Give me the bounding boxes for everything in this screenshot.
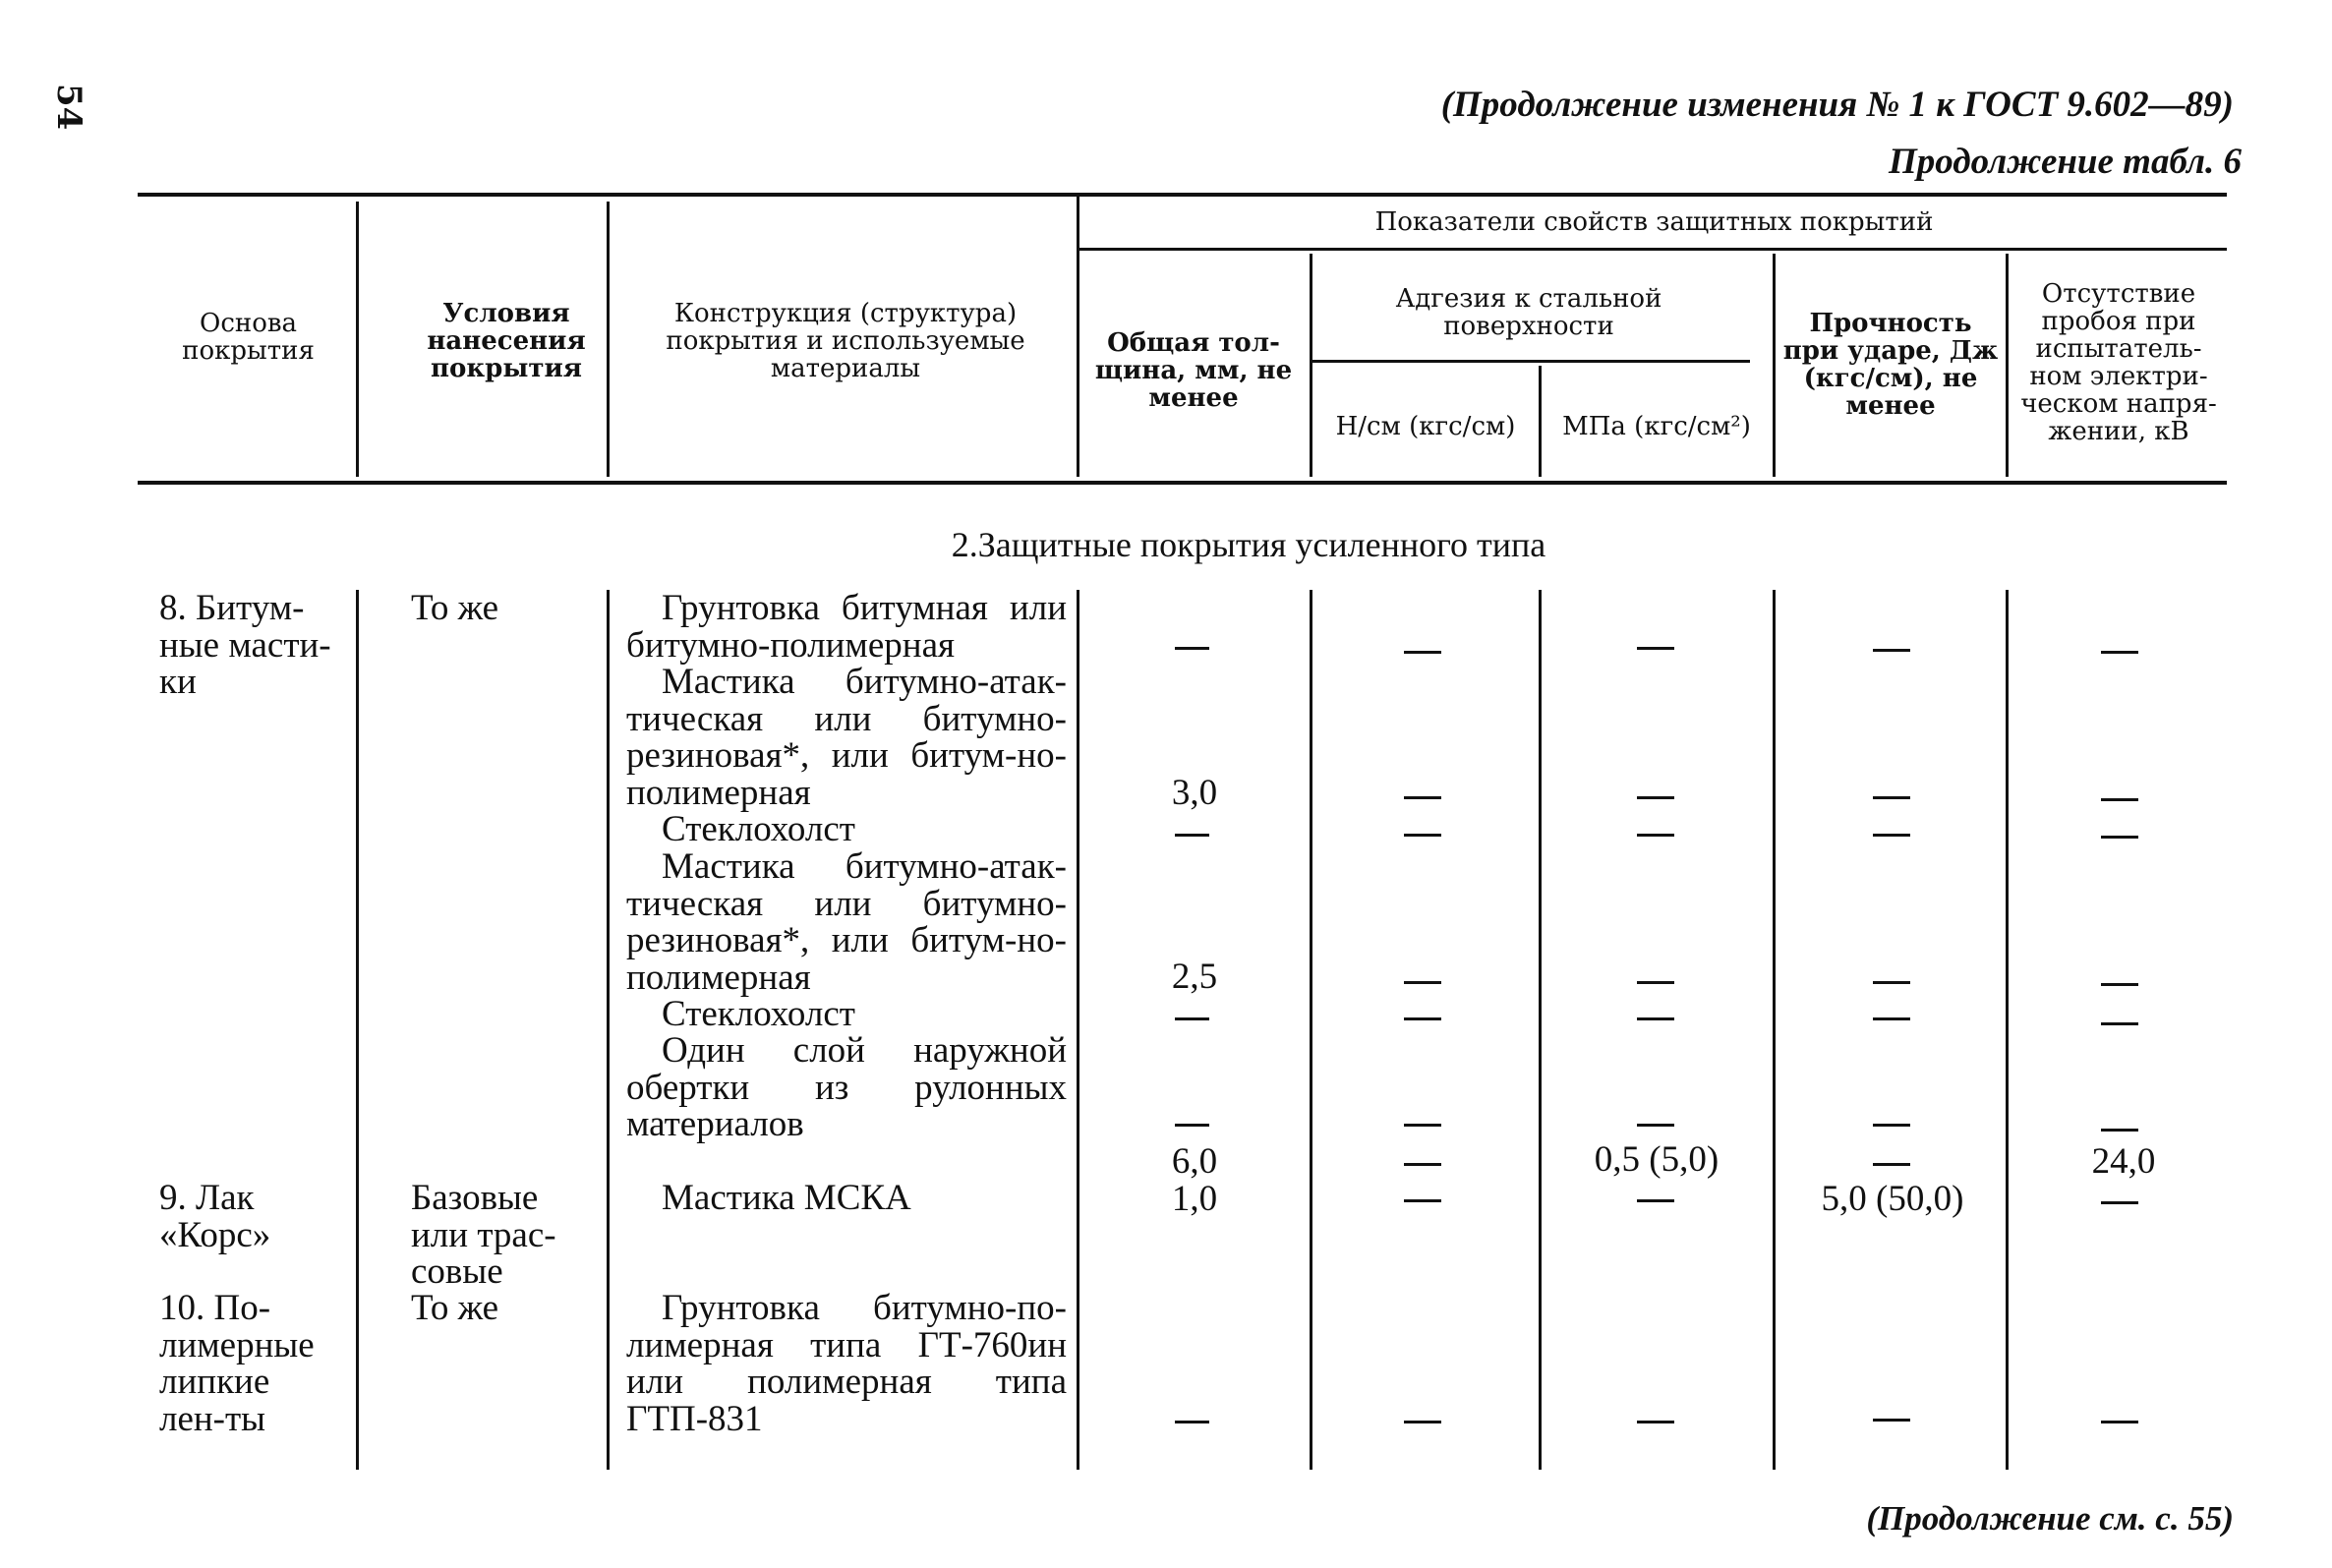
empty-value-dash (1873, 1163, 1910, 1166)
empty-value-dash (1404, 1163, 1441, 1166)
empty-value-dash (2101, 1201, 2138, 1204)
col-header-conditions: Условия нанесения покрытия (427, 299, 586, 383)
empty-value-dash (1404, 1124, 1441, 1127)
col-divider-1 (356, 202, 359, 477)
empty-value-dash (1637, 1421, 1674, 1423)
row10-construction: Грунтовка битумно-по-лимерная типа ГТ-760ин или полимерная типа ГТП-831 (626, 1288, 1067, 1439)
body-divider-5 (1539, 590, 1542, 1470)
row8-thickness-mastic-2: 2,5 (1171, 957, 1218, 997)
row8-construction-wrap: Один слой наружной обертки из рулонных материалов (626, 1030, 1067, 1144)
group-header-rule (1077, 248, 2227, 251)
empty-value-dash (1637, 1017, 1674, 1020)
empty-value-dash (1637, 834, 1674, 837)
empty-value-dash (1404, 1199, 1441, 1202)
empty-value-dash (1637, 647, 1674, 650)
row8-construction-glass-1: Стеклохолст (662, 809, 855, 849)
empty-value-dash (1175, 1017, 1209, 1020)
empty-value-dash (2101, 1022, 2138, 1025)
empty-value-dash (1404, 834, 1441, 837)
adhesion-header-rule (1312, 360, 1750, 363)
col-header-adhesion-ncm: Н/см (кгс/см) (1335, 412, 1516, 441)
col-header-adhesion-mpa: МПа (кгс/см²) (1562, 412, 1751, 441)
body-divider-3 (1077, 590, 1079, 1470)
empty-value-dash (1873, 796, 1910, 799)
empty-value-dash (1873, 1124, 1910, 1127)
row9-thickness: 1,0 (1171, 1179, 1218, 1219)
empty-value-dash (1175, 1124, 1209, 1127)
empty-value-dash (1404, 1421, 1441, 1423)
empty-value-dash (1637, 1199, 1674, 1202)
empty-value-dash (2101, 1421, 2138, 1423)
row10-conditions: То же (411, 1288, 499, 1328)
empty-value-dash (1175, 1421, 1209, 1423)
row8-construction-mastic-1: Мастика битумно-атак-тическая или битумно-резиновая*, или битум-но-полимерная (626, 662, 1067, 813)
empty-value-dash (2101, 798, 2138, 801)
empty-value-dash (1637, 796, 1674, 799)
row8-construction-primer: Грунтовка битумная или битумно-полимерная (626, 588, 1067, 666)
col-divider-5 (1539, 366, 1542, 477)
body-divider-1 (356, 590, 359, 1470)
empty-value-dash (2101, 651, 2138, 654)
empty-value-dash (1404, 796, 1441, 799)
row9-construction: Мастика МСКА (662, 1178, 911, 1218)
col-header-breakdown: Отсутствие пробоя при испытатель-ном электри-ческом напря-жении, кВ (2020, 279, 2217, 446)
document-continuation-title: (Продолжение изменения № 1 к ГОСТ 9.602—89) (1440, 85, 2234, 125)
row9-conditions: Базовые или трас-совые (411, 1178, 556, 1292)
empty-value-dash (1175, 834, 1209, 837)
row8-construction-glass-2: Стеклохолст (662, 994, 855, 1034)
section-title: 2.Защитные покрытия усиленного типа (951, 525, 1546, 564)
col-divider-7 (2006, 254, 2009, 477)
body-divider-6 (1773, 590, 1776, 1470)
col-divider-4 (1310, 254, 1312, 477)
empty-value-dash (1637, 981, 1674, 984)
empty-value-dash (1873, 1017, 1910, 1020)
table-top-rule (138, 193, 2227, 197)
empty-value-dash (2101, 1129, 2138, 1132)
col-divider-6 (1773, 254, 1776, 477)
header-bottom-rule (138, 481, 2227, 485)
row8-thickness-wrap: 6,0 (1171, 1141, 1218, 1182)
row8-thickness-mastic-1: 3,0 (1171, 773, 1218, 813)
empty-value-dash (1873, 834, 1910, 837)
empty-value-dash (1873, 1419, 1910, 1422)
empty-value-dash (1404, 981, 1441, 984)
page-number: 54 (49, 84, 88, 131)
row8-breakdown-voltage: 24,0 (2091, 1141, 2156, 1182)
empty-value-dash (2101, 983, 2138, 986)
empty-value-dash (2101, 836, 2138, 839)
row9-impact-strength: 5,0 (50,0) (1821, 1179, 1964, 1219)
table-continuation-label: Продолжение табл. 6 (1889, 142, 2242, 182)
body-divider-2 (607, 590, 610, 1470)
col-header-base: Основа покрытия (182, 309, 315, 366)
row10-base: 10. По-лимерные липкие лен-ты (159, 1288, 315, 1439)
empty-value-dash (1873, 981, 1910, 984)
row9-base: 9. Лак «Корс» (159, 1178, 271, 1255)
empty-value-dash (1404, 1017, 1441, 1020)
empty-value-dash (1175, 647, 1209, 650)
row8-construction-mastic-2: Мастика битумно-атак-тическая или битумно-резиновая*, или битум-но-полимерная (626, 846, 1067, 998)
empty-value-dash (1404, 651, 1441, 654)
group-header-properties: Показатели свойств защитных покрытий (1374, 207, 1934, 237)
col-divider-3 (1077, 197, 1079, 477)
row8-base: 8. Битум-ные масти-ки (159, 588, 331, 702)
row8-conditions: То же (411, 588, 499, 628)
adhesion-group-header: Адгезия к стальной поверхности (1395, 284, 1662, 341)
col-header-construction: Конструкция (структура) покрытия и используемые материалы (666, 299, 1025, 383)
row8-adhesion-mpa: 0,5 (5,0) (1594, 1139, 1720, 1180)
empty-value-dash (1637, 1124, 1674, 1127)
empty-value-dash (1873, 649, 1910, 652)
continuation-footer: (Продолжение см. с. 55) (1866, 1499, 2234, 1538)
col-header-impact: Прочность при ударе, Дж (кгс/см), не менее (1782, 309, 1999, 421)
body-divider-7 (2006, 590, 2009, 1470)
col-header-thickness: Общая тол-щина, мм, не менее (1094, 328, 1293, 413)
body-divider-4 (1310, 590, 1312, 1470)
